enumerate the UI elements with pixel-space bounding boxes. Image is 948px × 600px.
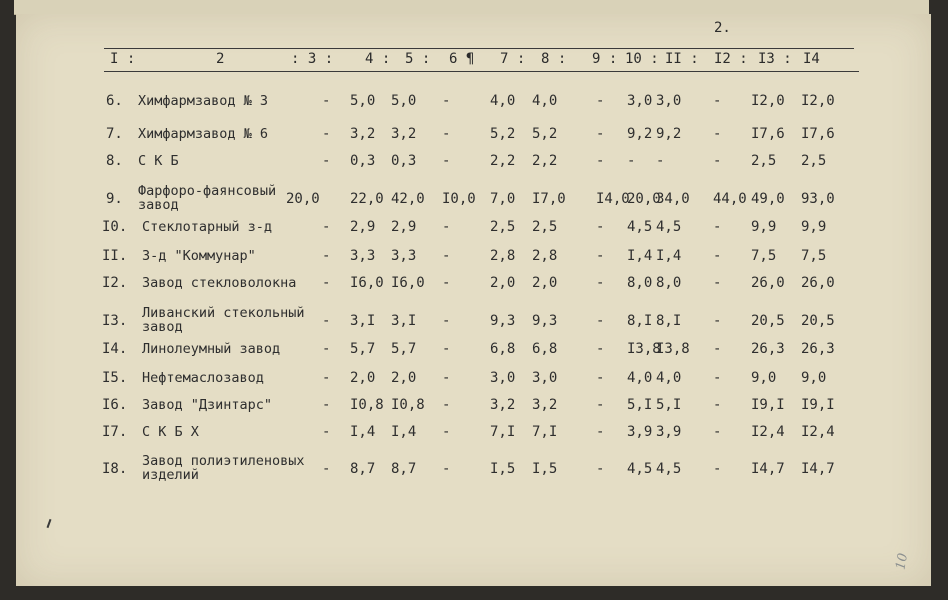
value-cell: -: [322, 370, 331, 386]
column-header: I4: [803, 51, 820, 67]
value-cell: 2,2: [490, 153, 516, 169]
value-cell: 4,5: [627, 461, 653, 477]
value-cell: 2,5: [751, 153, 777, 169]
row-number: 8.: [106, 153, 123, 169]
value-cell: -: [596, 248, 605, 264]
value-cell: 2,0: [490, 275, 516, 291]
value-cell: I2,4: [801, 424, 835, 440]
value-cell: 8,I: [627, 313, 653, 329]
column-header: I3 :: [758, 51, 792, 67]
value-cell: I,4: [627, 248, 653, 264]
value-cell: 4,5: [627, 219, 653, 235]
value-cell: -: [596, 93, 605, 109]
value-cell: 49,0: [751, 191, 785, 207]
value-cell: I2,0: [751, 93, 785, 109]
value-cell: 93,0: [801, 191, 835, 207]
value-cell: 4,0: [490, 93, 516, 109]
enterprise-name: Нефтемаслозавод: [142, 370, 264, 386]
value-cell: -: [442, 461, 451, 477]
value-cell: 3,9: [627, 424, 653, 440]
value-cell: -: [322, 126, 331, 142]
value-cell: 4,5: [656, 219, 682, 235]
value-cell: I0,0: [442, 191, 476, 207]
value-cell: -: [713, 313, 722, 329]
value-cell: I4,7: [751, 461, 785, 477]
column-header: 10 :: [625, 51, 659, 67]
value-cell: -: [713, 341, 722, 357]
value-cell: I4,7: [801, 461, 835, 477]
value-cell: 5,2: [490, 126, 516, 142]
value-cell: 26,3: [751, 341, 785, 357]
value-cell: -: [322, 219, 331, 235]
column-header: 7 :: [500, 51, 526, 67]
value-cell: 3,I: [391, 313, 417, 329]
value-cell: -: [322, 461, 331, 477]
row-number: 7.: [106, 126, 123, 142]
value-cell: 9,3: [490, 313, 516, 329]
value-cell: 2,2: [532, 153, 558, 169]
value-cell: 20,0: [286, 191, 320, 207]
value-cell: -: [442, 313, 451, 329]
value-cell: -: [442, 341, 451, 357]
value-cell: -: [596, 153, 605, 169]
value-cell: -: [442, 126, 451, 142]
value-cell: -: [322, 341, 331, 357]
value-cell: -: [713, 126, 722, 142]
value-cell: I4,0: [596, 191, 630, 207]
value-cell: I9,I: [751, 397, 785, 413]
value-cell: 3,0: [627, 93, 653, 109]
value-cell: 3,3: [391, 248, 417, 264]
value-cell: -: [713, 424, 722, 440]
value-cell: 9,3: [532, 313, 558, 329]
value-cell: 7,0: [490, 191, 516, 207]
value-cell: I,4: [350, 424, 376, 440]
value-cell: 0,3: [350, 153, 376, 169]
value-cell: I2,4: [751, 424, 785, 440]
value-cell: -: [442, 370, 451, 386]
value-cell: 5,I: [627, 397, 653, 413]
value-cell: 8,I: [656, 313, 682, 329]
value-cell: -: [713, 219, 722, 235]
enterprise-name: Завод "Дзинтарс": [142, 397, 273, 413]
row-number: I6.: [102, 397, 128, 413]
enterprise-name: Линолеумный завод: [142, 341, 281, 357]
column-header: 9 :: [592, 51, 618, 67]
value-cell: -: [322, 153, 331, 169]
value-cell: 7,I: [532, 424, 558, 440]
value-cell: 6,8: [490, 341, 516, 357]
row-number: I7.: [102, 424, 128, 440]
enterprise-name: Завод полиэтиленовых: [142, 453, 305, 469]
row-number: I4.: [102, 341, 128, 357]
value-cell: I9,I: [801, 397, 835, 413]
value-cell: 4,5: [656, 461, 682, 477]
value-cell: 42,0: [391, 191, 425, 207]
value-cell: I2,0: [801, 93, 835, 109]
value-cell: I,5: [490, 461, 516, 477]
enterprise-name: завод: [142, 319, 183, 335]
value-cell: -: [713, 461, 722, 477]
value-cell: 3,0: [656, 93, 682, 109]
value-cell: -: [627, 153, 636, 169]
value-cell: -: [322, 397, 331, 413]
value-cell: 44,0: [713, 191, 747, 207]
enterprise-name: завод: [138, 197, 179, 213]
value-cell: I7,6: [751, 126, 785, 142]
value-cell: -: [713, 93, 722, 109]
value-cell: -: [713, 275, 722, 291]
enterprise-name: С К Б: [138, 153, 179, 169]
header-rule-bottom: [104, 71, 859, 72]
value-cell: 3,I: [350, 313, 376, 329]
row-number: 9.: [106, 191, 123, 207]
value-cell: -: [442, 275, 451, 291]
value-cell: 2,5: [801, 153, 827, 169]
value-cell: I3,8: [656, 341, 690, 357]
value-cell: -: [596, 341, 605, 357]
value-cell: 4,0: [532, 93, 558, 109]
value-cell: 2,8: [490, 248, 516, 264]
value-cell: 2,0: [532, 275, 558, 291]
value-cell: -: [442, 248, 451, 264]
enterprise-name: Завод стекловолокна: [142, 275, 297, 291]
column-header: 5 :: [405, 51, 431, 67]
value-cell: -: [322, 275, 331, 291]
previous-page-edge: [14, 0, 929, 15]
value-cell: -: [713, 153, 722, 169]
value-cell: 3,0: [490, 370, 516, 386]
value-cell: -: [596, 397, 605, 413]
value-cell: 26,3: [801, 341, 835, 357]
enterprise-name: Фарфоро-фаянсовый: [138, 183, 277, 199]
value-cell: 5,0: [350, 93, 376, 109]
value-cell: 5,7: [350, 341, 376, 357]
value-cell: 9,0: [801, 370, 827, 386]
value-cell: 5,7: [391, 341, 417, 357]
row-number: I3.: [102, 313, 128, 329]
value-cell: 7,5: [751, 248, 777, 264]
enterprise-name: Ливанский стекольный: [142, 305, 305, 321]
value-cell: -: [596, 461, 605, 477]
value-cell: 4,0: [627, 370, 653, 386]
column-header: 6 ¶: [449, 51, 475, 67]
value-cell: -: [442, 397, 451, 413]
row-number: II.: [102, 248, 128, 264]
enterprise-name: Химфармзавод № 3: [138, 93, 269, 109]
value-cell: -: [442, 93, 451, 109]
value-cell: -: [596, 370, 605, 386]
column-header: 8 :: [541, 51, 567, 67]
pencil-mark: [47, 519, 52, 528]
value-cell: 3,2: [350, 126, 376, 142]
value-cell: -: [656, 153, 665, 169]
value-cell: I7,0: [532, 191, 566, 207]
value-cell: -: [596, 313, 605, 329]
value-cell: 9,0: [751, 370, 777, 386]
value-cell: 22,0: [350, 191, 384, 207]
value-cell: -: [596, 275, 605, 291]
value-cell: -: [322, 248, 331, 264]
value-cell: -: [442, 219, 451, 235]
header-rule-top: [104, 48, 854, 49]
value-cell: 20,0: [627, 191, 661, 207]
value-cell: 3,2: [490, 397, 516, 413]
value-cell: 7,I: [490, 424, 516, 440]
value-cell: 8,0: [656, 275, 682, 291]
value-cell: 26,0: [751, 275, 785, 291]
column-header: II :: [665, 51, 699, 67]
enterprise-name: Химфармзавод № 6: [138, 126, 269, 142]
enterprise-name: изделий: [142, 467, 199, 483]
value-cell: 5,0: [391, 93, 417, 109]
value-cell: I,5: [532, 461, 558, 477]
value-cell: -: [322, 313, 331, 329]
value-cell: 0,3: [391, 153, 417, 169]
value-cell: 8,7: [391, 461, 417, 477]
row-number: I0.: [102, 219, 128, 235]
row-number: 6.: [106, 93, 123, 109]
value-cell: 20,5: [801, 313, 835, 329]
row-number: I8.: [102, 461, 128, 477]
value-cell: -: [713, 370, 722, 386]
column-header: : 3 :: [291, 51, 334, 67]
column-header: I2 :: [714, 51, 748, 67]
value-cell: I,4: [656, 248, 682, 264]
value-cell: 3,9: [656, 424, 682, 440]
row-number: I5.: [102, 370, 128, 386]
row-number: I2.: [102, 275, 128, 291]
value-cell: I6,0: [350, 275, 384, 291]
value-cell: 8,7: [350, 461, 376, 477]
value-cell: 7,5: [801, 248, 827, 264]
value-cell: 2,5: [532, 219, 558, 235]
value-cell: 4,0: [656, 370, 682, 386]
value-cell: 3,0: [532, 370, 558, 386]
value-cell: 2,8: [532, 248, 558, 264]
value-cell: -: [596, 126, 605, 142]
value-cell: 2,9: [350, 219, 376, 235]
value-cell: -: [442, 153, 451, 169]
value-cell: I3,8: [627, 341, 661, 357]
value-cell: 9,2: [627, 126, 653, 142]
value-cell: 3,2: [532, 397, 558, 413]
value-cell: I,4: [391, 424, 417, 440]
value-cell: -: [322, 424, 331, 440]
value-cell: -: [596, 424, 605, 440]
value-cell: 2,0: [350, 370, 376, 386]
value-cell: 9,9: [801, 219, 827, 235]
enterprise-name: З-д "Коммунар": [142, 248, 256, 264]
value-cell: -: [596, 219, 605, 235]
page-number: 2.: [714, 20, 731, 36]
value-cell: 2,5: [490, 219, 516, 235]
value-cell: -: [713, 397, 722, 413]
value-cell: 2,9: [391, 219, 417, 235]
margin-note: 10: [893, 552, 912, 571]
value-cell: 5,2: [532, 126, 558, 142]
value-cell: 3,3: [350, 248, 376, 264]
value-cell: I7,6: [801, 126, 835, 142]
enterprise-name: Стеклотарный з-д: [142, 219, 273, 235]
value-cell: 34,0: [656, 191, 690, 207]
column-header: 4 :: [365, 51, 391, 67]
value-cell: 5,I: [656, 397, 682, 413]
value-cell: -: [322, 93, 331, 109]
enterprise-name: С К Б Х: [142, 424, 199, 440]
value-cell: 2,0: [391, 370, 417, 386]
value-cell: -: [713, 248, 722, 264]
value-cell: I6,0: [391, 275, 425, 291]
value-cell: 8,0: [627, 275, 653, 291]
value-cell: 6,8: [532, 341, 558, 357]
value-cell: 9,9: [751, 219, 777, 235]
value-cell: 3,2: [391, 126, 417, 142]
column-header: 2: [216, 51, 225, 67]
value-cell: I0,8: [350, 397, 384, 413]
value-cell: 20,5: [751, 313, 785, 329]
value-cell: 9,2: [656, 126, 682, 142]
value-cell: I0,8: [391, 397, 425, 413]
value-cell: 26,0: [801, 275, 835, 291]
column-header: I :: [110, 51, 136, 67]
document-page: [16, 14, 931, 586]
value-cell: -: [442, 424, 451, 440]
